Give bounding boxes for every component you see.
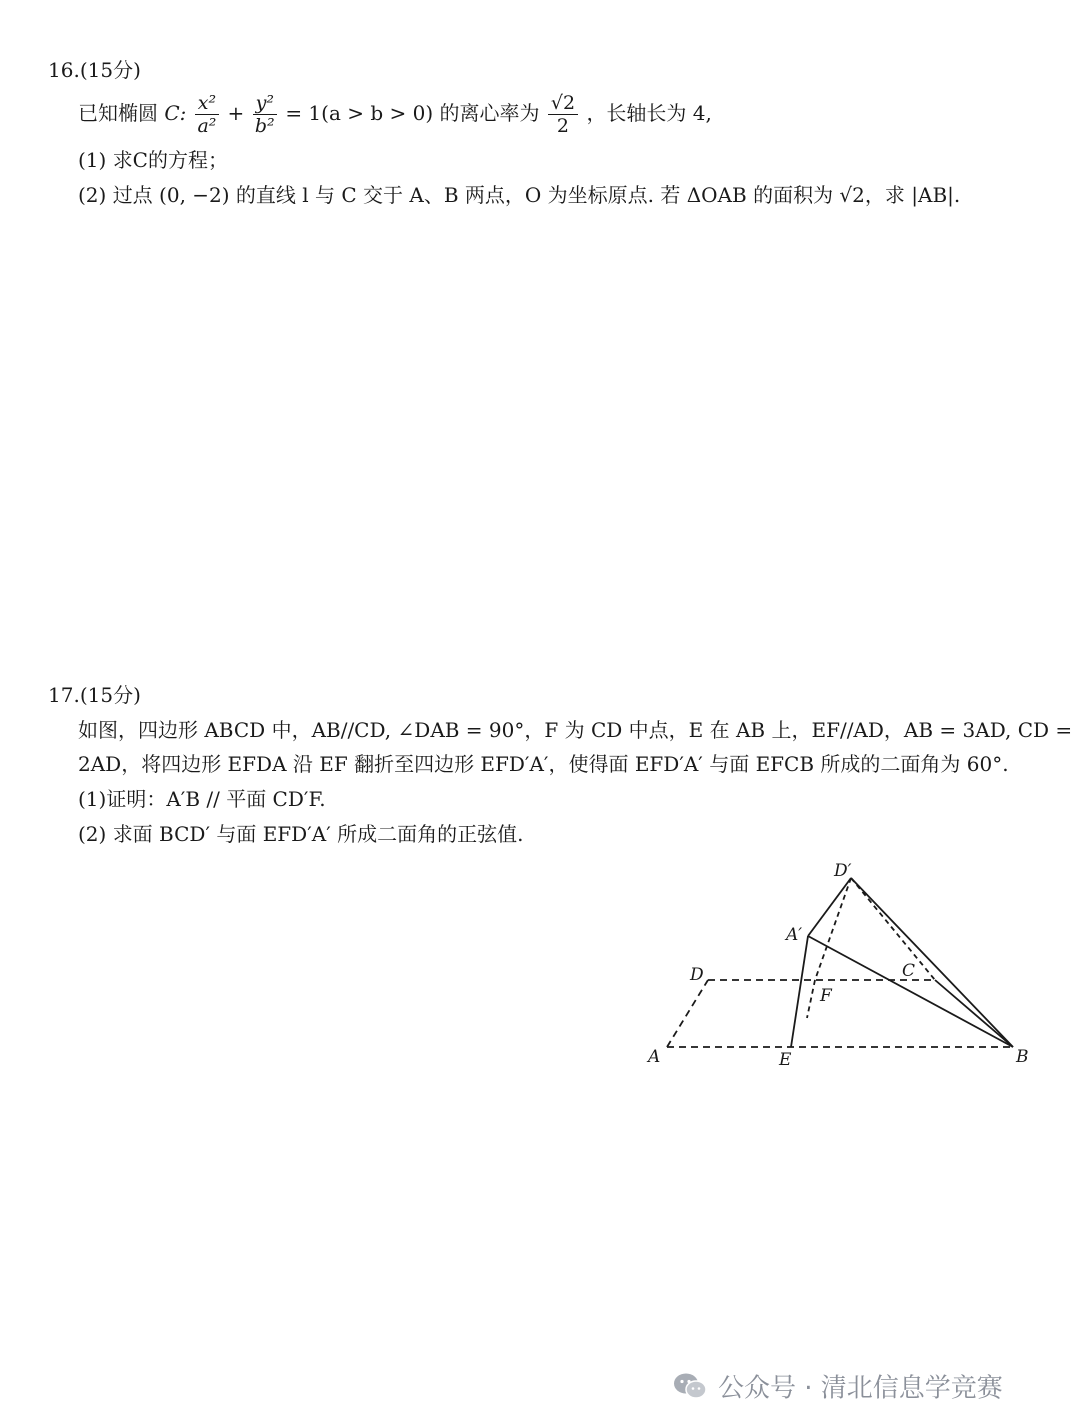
- q16-intro: [78, 88, 712, 138]
- q17-header: [48, 682, 141, 708]
- edge-CB: [935, 980, 1013, 1047]
- q17-part1: (1)证明：A′B // 平面 CD′F.: [78, 787, 326, 811]
- figure-svg: [640, 855, 1040, 1075]
- label-D-prime: D′: [834, 861, 852, 881]
- q16-curve-name: C:: [164, 101, 187, 125]
- edge-D-prime-F: [815, 878, 851, 980]
- wechat-icon: [672, 1371, 708, 1401]
- label-F: F: [820, 986, 832, 1006]
- q16-header: [48, 57, 141, 83]
- q16-intro-text: 已知椭圆: [78, 101, 158, 125]
- edge-D-prime-B: [851, 878, 1013, 1047]
- label-A-prime: A′: [786, 925, 803, 945]
- q16-eccentricity-text: 的离心率为: [439, 101, 540, 125]
- label-E: E: [779, 1050, 792, 1070]
- q17-number: 17.: [48, 683, 80, 707]
- q16-score: (15分): [79, 58, 141, 82]
- q16-fraction-x: $\frac{\text{x²}}{\text{a²}}$: [195, 92, 219, 137]
- q16-major-axis-text: ，长轴长为 4,: [586, 101, 712, 125]
- label-A: A: [648, 1047, 661, 1067]
- q17-part2: (2) 求面 BCD′ 与面 EFD′A′ 所成二面角的正弦值.: [78, 822, 524, 846]
- edge-A-prime-E: [791, 936, 808, 1047]
- edge-D-prime-C: [851, 878, 935, 980]
- watermark: [672, 1368, 1003, 1405]
- q16-number: 16.: [48, 58, 80, 82]
- edge-A-prime-B: [808, 936, 1013, 1047]
- edge-AD: [667, 980, 708, 1047]
- label-B: B: [1016, 1047, 1029, 1067]
- q17-score: (15分): [79, 683, 141, 707]
- label-C: C: [902, 961, 916, 981]
- q16-fraction-eccentricity: $\frac{√2}{2}$: [548, 92, 578, 137]
- q16-part2: (2) 过点 (0, −2) 的直线 l 与 C 交于 A、B 两点，O 为坐标原点. 若 ΔOAB 的面积为 √2，求 |AB|.: [78, 183, 961, 207]
- edge-FE-hidden: [807, 980, 815, 1018]
- q16-equation-tail: = 1(a > b > 0): [285, 101, 434, 125]
- q16-part1: (1) 求C的方程；: [78, 148, 228, 172]
- q17-geometry-figure: [640, 855, 1040, 1079]
- edge-A-prime-D-prime: [808, 878, 851, 936]
- watermark-text: 公众号 · 清北信息学竞赛: [718, 1373, 1003, 1404]
- q17-line1: 如图，四边形 ABCD 中，AB//CD, ∠DAB = 90°，F 为 CD 中点，E 在 AB 上，EF//AD，AB = 3AD, CD =: [78, 718, 1073, 742]
- q17-line2: 2AD，将四边形 EFDA 沿 EF 翻折至四边形 EFD′A′，使得面 EFD′A′ 与面 EFCB 所成的二面角为 60°.: [78, 752, 1009, 776]
- q16-fraction-y: $\frac{\text{y²}}{\text{b²}}$: [253, 92, 277, 137]
- q16-plus: +: [227, 101, 251, 125]
- label-D: D: [690, 965, 704, 985]
